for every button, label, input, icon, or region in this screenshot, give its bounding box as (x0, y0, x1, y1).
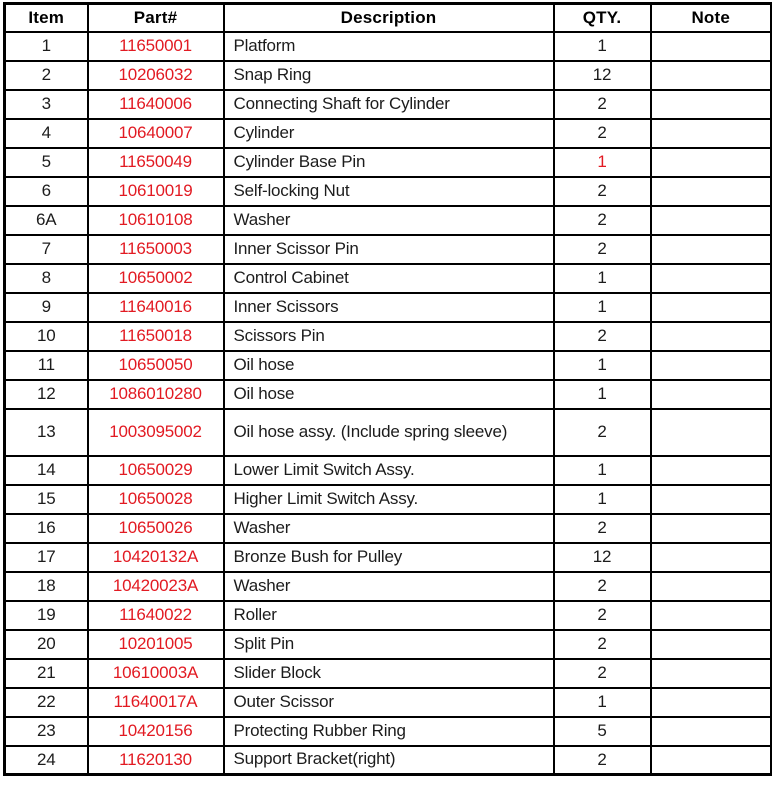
qty-cell: 2 (554, 601, 651, 630)
table-row (5, 61, 772, 90)
qty-cell: 1 (554, 380, 651, 409)
part-number-cell: 10640007 (88, 119, 224, 148)
part-number-cell: 1003095002 (88, 409, 224, 456)
table-row (5, 630, 772, 659)
description-cell: Connecting Shaft for Cylinder (224, 90, 554, 119)
item-cell: 21 (5, 659, 88, 688)
note-cell (651, 206, 772, 235)
part-number-cell: 11640016 (88, 293, 224, 322)
part-number-cell: 10650028 (88, 485, 224, 514)
table-row (5, 177, 772, 206)
note-cell (651, 177, 772, 206)
column-header-qty: QTY. (554, 4, 651, 32)
qty-cell: 2 (554, 322, 651, 351)
note-cell (651, 456, 772, 485)
parts-table (3, 2, 772, 776)
note-cell (651, 293, 772, 322)
table-row (5, 659, 772, 688)
note-cell (651, 119, 772, 148)
item-cell: 20 (5, 630, 88, 659)
part-number-cell: 11620130 (88, 746, 224, 775)
part-number-cell: 11650018 (88, 322, 224, 351)
table-row (5, 456, 772, 485)
part-number-cell: 11640017A (88, 688, 224, 717)
description-cell: Lower Limit Switch Assy. (224, 456, 554, 485)
part-number-cell: 11650001 (88, 32, 224, 61)
qty-cell: 2 (554, 514, 651, 543)
note-cell (651, 90, 772, 119)
qty-cell: 1 (554, 148, 651, 177)
description-cell: Inner Scissor Pin (224, 235, 554, 264)
qty-cell: 1 (554, 485, 651, 514)
note-cell (651, 380, 772, 409)
note-cell (651, 409, 772, 456)
description-cell: Snap Ring (224, 61, 554, 90)
item-cell: 5 (5, 148, 88, 177)
qty-cell: 1 (554, 32, 651, 61)
note-cell (651, 746, 772, 775)
part-number-cell: 10650002 (88, 264, 224, 293)
qty-cell: 2 (554, 177, 651, 206)
part-number-cell: 10420132A (88, 543, 224, 572)
description-cell: Slider Block (224, 659, 554, 688)
qty-cell: 1 (554, 688, 651, 717)
note-cell (651, 717, 772, 746)
header-row (5, 4, 772, 32)
description-cell: Cylinder Base Pin (224, 148, 554, 177)
note-cell (651, 630, 772, 659)
qty-cell: 1 (554, 264, 651, 293)
part-number-cell: 10610108 (88, 206, 224, 235)
description-cell: Inner Scissors (224, 293, 554, 322)
note-cell (651, 264, 772, 293)
description-cell: Protecting Rubber Ring (224, 717, 554, 746)
note-cell (651, 601, 772, 630)
note-cell (651, 322, 772, 351)
item-cell: 24 (5, 746, 88, 775)
qty-cell: 2 (554, 659, 651, 688)
table-row (5, 601, 772, 630)
table-row (5, 32, 772, 61)
description-cell: Oil hose (224, 380, 554, 409)
qty-cell: 1 (554, 456, 651, 485)
note-cell (651, 659, 772, 688)
table-row (5, 717, 772, 746)
table-row (5, 746, 772, 775)
description-cell: Roller (224, 601, 554, 630)
table-row (5, 543, 772, 572)
item-cell: 16 (5, 514, 88, 543)
part-number-cell: 10610019 (88, 177, 224, 206)
column-header-note: Note (651, 4, 772, 32)
parts-table-body (5, 32, 772, 775)
item-cell: 4 (5, 119, 88, 148)
part-number-cell: 11640006 (88, 90, 224, 119)
item-cell: 14 (5, 456, 88, 485)
description-cell: Washer (224, 514, 554, 543)
table-row (5, 119, 772, 148)
table-row (5, 264, 772, 293)
item-cell: 23 (5, 717, 88, 746)
part-number-cell: 10650029 (88, 456, 224, 485)
description-cell: Washer (224, 206, 554, 235)
note-cell (651, 61, 772, 90)
note-cell (651, 572, 772, 601)
table-row (5, 380, 772, 409)
description-cell: Higher Limit Switch Assy. (224, 485, 554, 514)
qty-cell: 2 (554, 409, 651, 456)
table-row (5, 572, 772, 601)
qty-cell: 5 (554, 717, 651, 746)
description-cell: Platform (224, 32, 554, 61)
table-row (5, 206, 772, 235)
qty-cell: 12 (554, 61, 651, 90)
parts-table-header (5, 4, 772, 32)
note-cell (651, 148, 772, 177)
item-cell: 3 (5, 90, 88, 119)
item-cell: 17 (5, 543, 88, 572)
qty-cell: 2 (554, 119, 651, 148)
item-cell: 2 (5, 61, 88, 90)
table-row (5, 235, 772, 264)
table-row (5, 514, 772, 543)
qty-cell: 1 (554, 293, 651, 322)
part-number-cell: 11650003 (88, 235, 224, 264)
qty-cell: 2 (554, 630, 651, 659)
item-cell: 10 (5, 322, 88, 351)
qty-cell: 1 (554, 351, 651, 380)
part-number-cell: 10420156 (88, 717, 224, 746)
part-number-cell: 11650049 (88, 148, 224, 177)
qty-cell: 2 (554, 572, 651, 601)
note-cell (651, 485, 772, 514)
item-cell: 13 (5, 409, 88, 456)
qty-cell: 2 (554, 90, 651, 119)
item-cell: 18 (5, 572, 88, 601)
description-cell: Washer (224, 572, 554, 601)
table-row (5, 322, 772, 351)
description-cell: Scissors Pin (224, 322, 554, 351)
table-row (5, 409, 772, 456)
note-cell (651, 543, 772, 572)
part-number-cell: 1086010280 (88, 380, 224, 409)
description-cell: Self-locking Nut (224, 177, 554, 206)
item-cell: 1 (5, 32, 88, 61)
description-cell: Split Pin (224, 630, 554, 659)
qty-cell: 2 (554, 235, 651, 264)
note-cell (651, 32, 772, 61)
note-cell (651, 235, 772, 264)
table-row (5, 90, 772, 119)
item-cell: 15 (5, 485, 88, 514)
note-cell (651, 514, 772, 543)
part-number-cell: 10206032 (88, 61, 224, 90)
description-cell: Oil hose assy. (Include spring sleeve) (224, 409, 554, 456)
table-row (5, 148, 772, 177)
item-cell: 12 (5, 380, 88, 409)
note-cell (651, 351, 772, 380)
item-cell: 8 (5, 264, 88, 293)
qty-cell: 2 (554, 206, 651, 235)
table-row (5, 688, 772, 717)
part-number-cell: 10201005 (88, 630, 224, 659)
description-cell: Oil hose (224, 351, 554, 380)
description-cell: Control Cabinet (224, 264, 554, 293)
column-header-item: Item (5, 4, 88, 32)
item-cell: 19 (5, 601, 88, 630)
part-number-cell: 11640022 (88, 601, 224, 630)
part-number-cell: 10610003A (88, 659, 224, 688)
description-cell: Outer Scissor (224, 688, 554, 717)
table-row (5, 351, 772, 380)
item-cell: 7 (5, 235, 88, 264)
table-row (5, 293, 772, 322)
description-cell: Support Bracket(right) (224, 746, 554, 775)
part-number-cell: 10420023A (88, 572, 224, 601)
item-cell: 11 (5, 351, 88, 380)
item-cell: 9 (5, 293, 88, 322)
qty-cell: 12 (554, 543, 651, 572)
item-cell: 6A (5, 206, 88, 235)
qty-cell: 2 (554, 746, 651, 775)
item-cell: 22 (5, 688, 88, 717)
column-header-description: Description (224, 4, 554, 32)
part-number-cell: 10650026 (88, 514, 224, 543)
description-cell: Bronze Bush for Pulley (224, 543, 554, 572)
table-row (5, 485, 772, 514)
column-header-part-number: Part# (88, 4, 224, 32)
note-cell (651, 688, 772, 717)
part-number-cell: 10650050 (88, 351, 224, 380)
description-cell: Cylinder (224, 119, 554, 148)
item-cell: 6 (5, 177, 88, 206)
